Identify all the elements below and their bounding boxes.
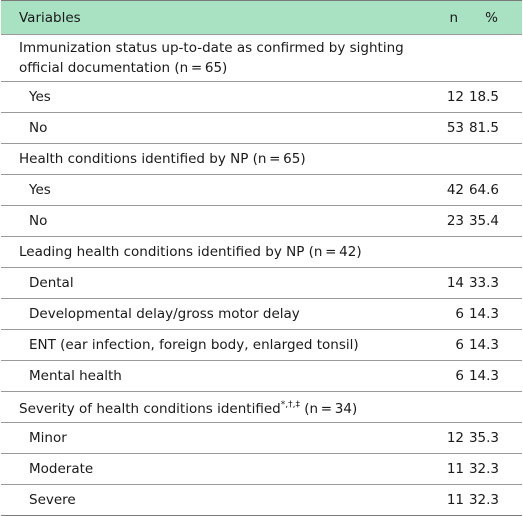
row-label: Minor [29, 430, 67, 446]
table-row [1, 423, 522, 454]
row-label: ENT (ear infection, foreign body, enlarged tonsil) [29, 337, 359, 353]
row-percent: 32.3 [468, 492, 499, 508]
row-n: 6 [455, 306, 464, 322]
table-row [1, 82, 522, 113]
row-percent: 35.3 [468, 430, 499, 446]
row-label: Mental health [29, 368, 122, 384]
row-label: Severe [29, 492, 76, 508]
row-label: Moderate [29, 461, 94, 477]
row-n: 23 [446, 213, 464, 229]
section-row-severity [1, 392, 522, 423]
row-n: 12 [446, 430, 464, 446]
table-row [1, 206, 522, 237]
row-percent: 32.3 [468, 461, 499, 477]
table-header-row [1, 1, 522, 35]
table-row [1, 299, 522, 330]
row-percent: 14.3 [468, 368, 499, 384]
row-label: Yes [29, 182, 51, 198]
row-percent: 14.3 [468, 306, 499, 322]
section-label: Severity of health conditions identified*,†,‡ (n = 34) [19, 400, 358, 417]
row-label: Dental [29, 275, 74, 291]
row-n: 6 [455, 368, 464, 384]
row-percent: 14.3 [468, 337, 499, 353]
row-label: No [29, 120, 48, 136]
header-variables: Variables [19, 9, 81, 26]
table-row [1, 113, 522, 144]
footnote-marks: *,†,‡ [280, 400, 300, 410]
row-percent: 81.5 [468, 120, 499, 136]
table-row [1, 330, 522, 361]
section-label: Leading health conditions identified by NP (n = 42) [19, 244, 362, 260]
row-n: 11 [446, 461, 464, 477]
row-percent: 35.4 [468, 213, 499, 229]
row-label: Developmental delay/gross motor delay [29, 306, 300, 322]
section-label: Immunization status up-to-date as confirmed by sighting official documentation (n = 65) [19, 40, 404, 76]
row-n: 12 [446, 89, 464, 105]
table-row [1, 485, 522, 515]
row-n: 53 [446, 120, 464, 136]
row-percent: 64.6 [468, 182, 499, 198]
row-label: No [29, 213, 48, 229]
row-n: 42 [446, 182, 464, 198]
data-table [1, 0, 522, 516]
table-row [1, 268, 522, 299]
table-row [1, 454, 522, 485]
table-row [1, 175, 522, 206]
row-n: 14 [446, 275, 464, 291]
section-label: Health conditions identified by NP (n = 65) [19, 151, 306, 167]
row-percent: 18.5 [468, 89, 499, 105]
section-row-immunization [1, 35, 522, 82]
row-n: 11 [446, 492, 464, 508]
row-label: Yes [29, 89, 51, 105]
header-percent: % [485, 9, 498, 26]
section-row-leading-conditions [1, 237, 522, 268]
section-row-health-conditions [1, 144, 522, 175]
row-percent: 33.3 [468, 275, 499, 291]
header-n: n [449, 9, 458, 26]
table-row [1, 361, 522, 392]
row-n: 6 [455, 337, 464, 353]
